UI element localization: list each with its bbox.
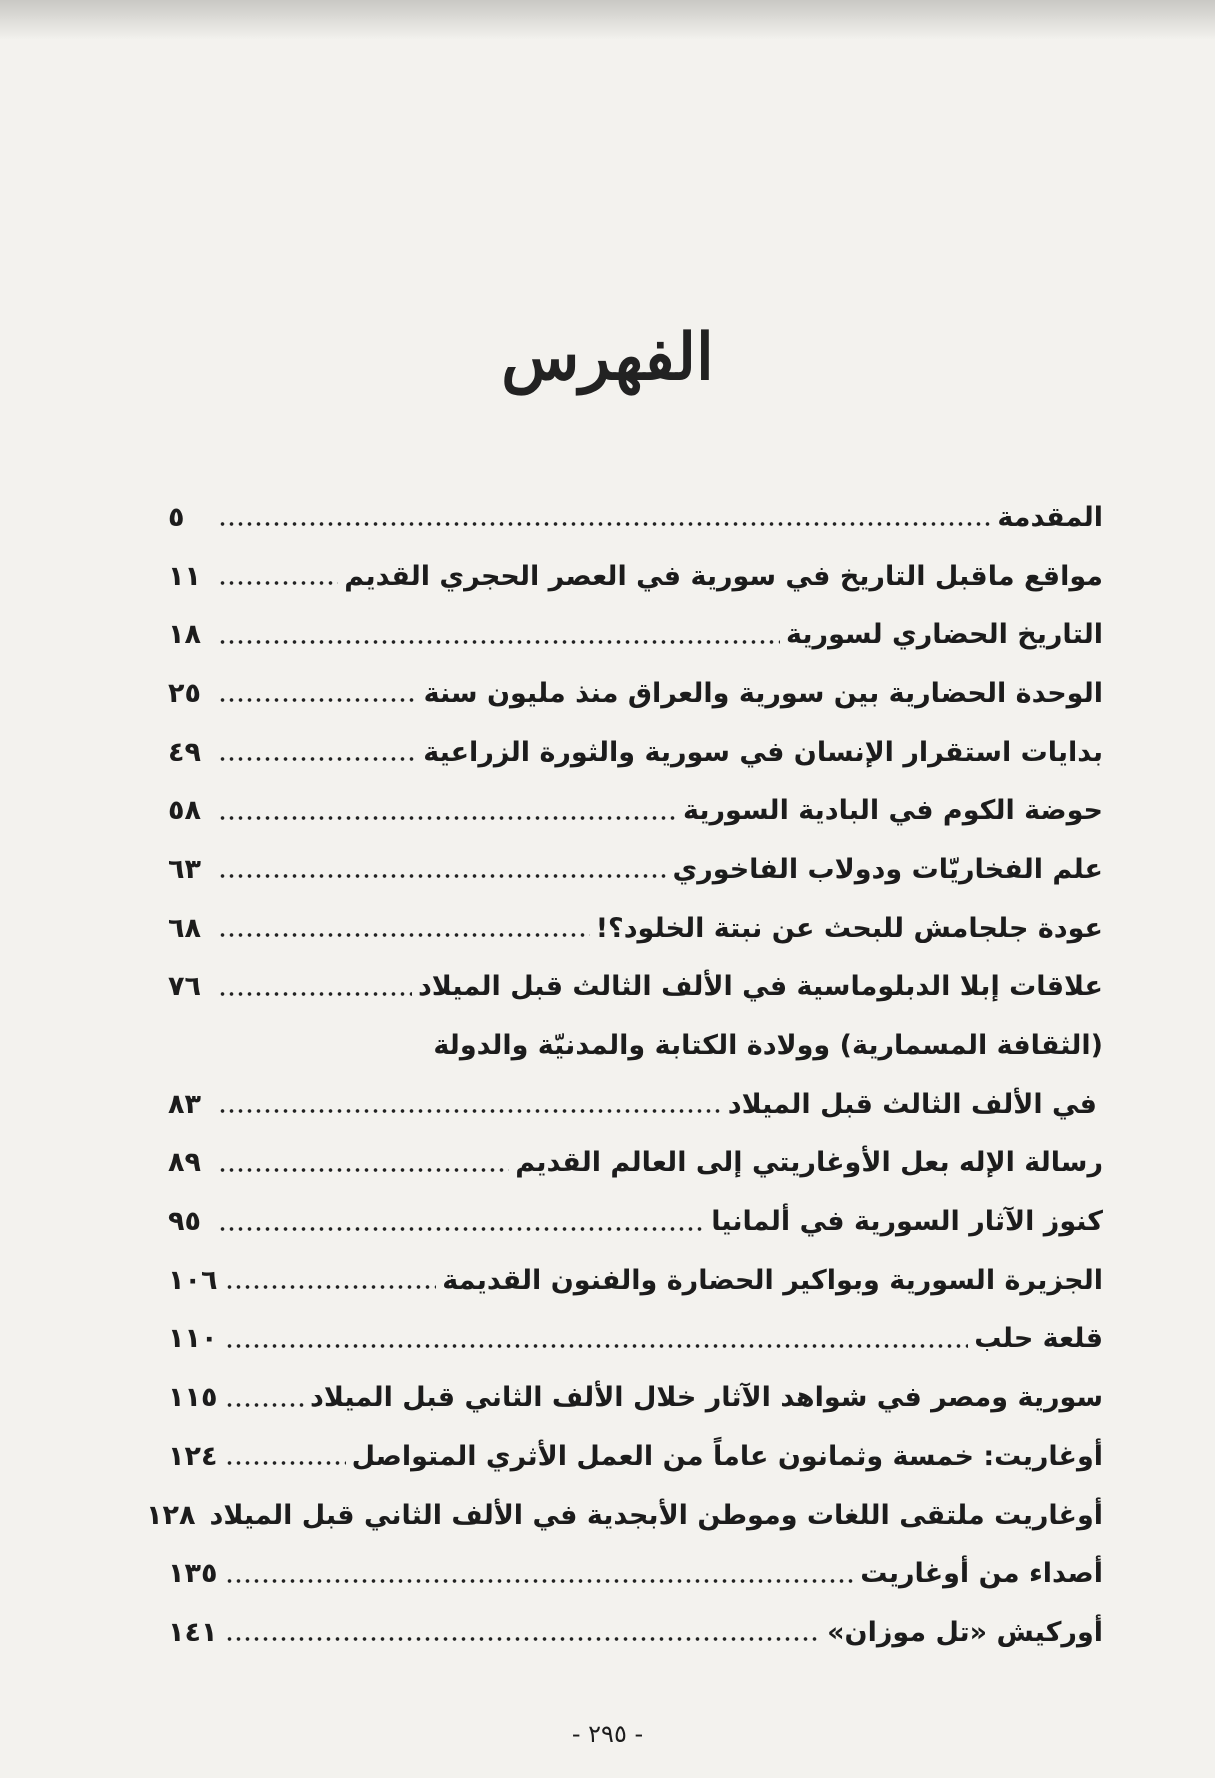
toc-entry-page: ١٠٦ [168, 1264, 218, 1296]
toc-entry-title: قلعة حلب [974, 1323, 1103, 1355]
toc-entry-page: ١١ [168, 560, 201, 592]
dot-leader [218, 991, 412, 997]
toc-entry-title: المقدمة [997, 501, 1103, 533]
toc-entry-title: كنوز الآثار السورية في ألمانيا [711, 1206, 1103, 1238]
toc-entry-page: ١٢٤ [168, 1440, 218, 1472]
toc-entry-title: سورية ومصر في شواهد الآثار خلال الألف الثاني قبل الميلاد [310, 1382, 1103, 1414]
toc-entry-page: ١٨ [168, 619, 201, 651]
toc-entry-page: ٥ [168, 501, 185, 533]
toc-entry-title: أوركيش «تل موزان» [827, 1616, 1103, 1648]
toc-entry-title: علم الفخاريّات ودولاب الفاخوري [672, 853, 1103, 885]
toc-entry-page: ١٢٨ [146, 1499, 196, 1531]
table-of-contents [146, 488, 1103, 1662]
toc-entry-title: أوغاريت: خمسة وثمانون عاماً من العمل الأثري المتواصل [351, 1440, 1103, 1472]
toc-entry-page: ٦٣ [168, 853, 201, 885]
toc-entry-title: علاقات إبلا الدبلوماسية في الألف الثالث قبل الميلاد [417, 971, 1103, 1003]
toc-entry [168, 1192, 1103, 1251]
toc-entry-page: ٤٩ [168, 736, 201, 768]
toc-entry-page: ١١٥ [168, 1382, 218, 1414]
dot-leader [218, 815, 677, 821]
toc-entry-line [168, 1016, 1103, 1075]
toc-entry [168, 547, 1103, 606]
dot-leader [218, 521, 991, 527]
dot-leader [218, 756, 417, 762]
toc-entry-page: ٧٦ [168, 971, 201, 1003]
toc-entry-title: التاريخ الحضاري لسورية [786, 619, 1103, 651]
toc-entry-title: رسالة الإله بعل الأوغاريتي إلى العالم القديم [515, 1147, 1103, 1179]
toc-entry [168, 899, 1103, 958]
toc-entry [168, 723, 1103, 782]
toc-entry-page: ٨٣ [168, 1088, 201, 1120]
toc-entry-title: بدايات استقرار الإنسان في سورية والثورة الزراعية [423, 736, 1103, 768]
dot-leader [218, 639, 780, 645]
toc-entry-page: ٩٥ [168, 1206, 201, 1238]
dot-leader [218, 580, 338, 586]
page-number: - ٢٩٥ - [571, 1720, 644, 1748]
toc-entry [168, 840, 1103, 899]
toc-entry [168, 1134, 1103, 1193]
dot-leader [218, 1167, 509, 1173]
dot-leader [218, 873, 666, 879]
toc-entry-page: ١١٠ [168, 1323, 218, 1355]
toc-entry [168, 1251, 1103, 1310]
toc-entry-title-continued: في الألف الثالث قبل الميلاد [727, 1088, 1097, 1120]
dot-leader [225, 1284, 436, 1290]
dot-leader [225, 1402, 304, 1408]
toc-entry [168, 1603, 1103, 1662]
toc-entry-title: الوحدة الحضارية بين سورية والعراق منذ مليون سنة [423, 677, 1103, 709]
toc-entry-title: مواقع ماقبل التاريخ في سورية في العصر الحجري القديم [344, 560, 1103, 592]
dot-leader [225, 1343, 968, 1349]
toc-entry-title: (الثقافة المسمارية) وولادة الكتابة والمدنيّة والدولة [433, 1030, 1103, 1062]
dot-leader [225, 1636, 821, 1642]
toc-entry-page: ٨٩ [168, 1147, 201, 1179]
dot-leader [218, 1226, 705, 1232]
dot-leader [225, 1460, 345, 1466]
toc-entry [168, 1544, 1103, 1603]
toc-entry [168, 605, 1103, 664]
dot-leader [218, 932, 590, 938]
toc-entry [168, 781, 1103, 840]
toc-entry [168, 1075, 1103, 1134]
toc-entry-title: الجزيرة السورية وبواكير الحضارة والفنون القديمة [442, 1264, 1103, 1296]
toc-entry [168, 664, 1103, 723]
toc-entry-title: أوغاريت ملتقى اللغات وموطن الأبجدية في الألف الثاني قبل الميلاد [209, 1499, 1103, 1531]
toc-entry-page: ٥٨ [168, 795, 201, 827]
toc-entry-page: ٢٥ [168, 677, 201, 709]
toc-entry [168, 1368, 1103, 1427]
toc-entry-page: ١٤١ [168, 1616, 218, 1648]
page-title: الفهرس [501, 320, 714, 395]
toc-entry-title: عودة جلجامش للبحث عن نبتة الخلود؟! [595, 912, 1103, 944]
toc-entry [168, 958, 1103, 1017]
toc-entry [168, 1310, 1103, 1369]
toc-entry-title: أصداء من أوغاريت [860, 1558, 1103, 1590]
toc-entry [168, 1427, 1103, 1486]
toc-entry-page: ١٣٥ [168, 1558, 218, 1590]
scan-edge-shadow [0, 0, 1215, 40]
dot-leader [218, 1108, 722, 1114]
toc-entry [146, 1486, 1103, 1545]
dot-leader [218, 697, 418, 703]
toc-entry [168, 488, 1103, 547]
toc-entry-page: ٦٨ [168, 912, 201, 944]
dot-leader [225, 1578, 854, 1584]
toc-entry-title: حوضة الكوم في البادية السورية [682, 795, 1103, 827]
